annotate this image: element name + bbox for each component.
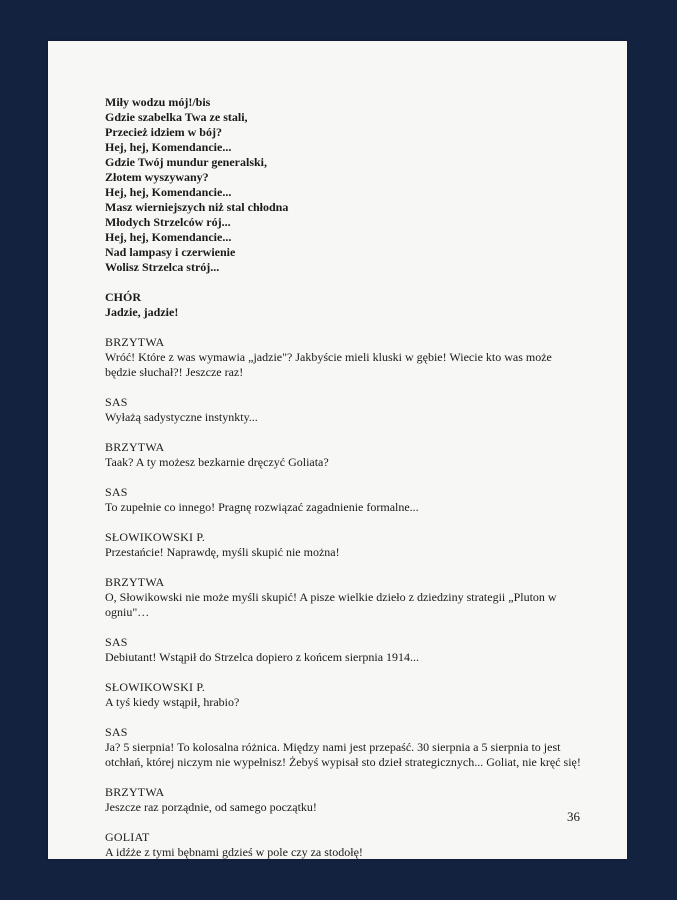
dialogue-text: Ja? 5 sierpnia! To kolosalna różnica. Między nami jest przepaść. 30 sierpnia a 5 sierpnia to jest otchłań, której niczym nie wypełnisz! Żebyś wypisał sto dzieł strategicznych... Goliat, nie kręć się! bbox=[105, 740, 581, 769]
verse-line: Hej, hej, Komendancie... bbox=[105, 230, 232, 244]
speaker-name: BRZYTWA bbox=[105, 575, 165, 589]
speaker-name: BRZYTWA bbox=[105, 785, 165, 799]
page-number: 36 bbox=[567, 809, 580, 824]
dialogue-block bbox=[105, 635, 585, 665]
chorus-block bbox=[105, 290, 585, 320]
chorus-speaker: CHÓR bbox=[105, 290, 141, 304]
verse-line: Nad lampasy i czerwienie bbox=[105, 245, 236, 259]
verse-line: Hej, hej, Komendancie... bbox=[105, 185, 232, 199]
speaker-name: BRZYTWA bbox=[105, 440, 165, 454]
dialogue-text: Wróć! Które z was wymawia „jadzie"? Jakbyście mieli kluski w gębie! Wiecie kto was może będzie słuchał?! Jeszcze raz! bbox=[105, 350, 552, 379]
dialogue-text: A tyś kiedy wstąpił, hrabio? bbox=[105, 695, 240, 709]
speaker-name: SAS bbox=[105, 725, 128, 739]
document-page bbox=[48, 41, 627, 859]
speaker-name: SAS bbox=[105, 635, 128, 649]
dialogue-text: Taak? A ty możesz bezkarnie dręczyć Goliata? bbox=[105, 455, 329, 469]
song-verse bbox=[105, 95, 585, 275]
page-content bbox=[105, 95, 585, 860]
dialogue-block bbox=[105, 485, 585, 515]
verse-line: Złotem wyszywany? bbox=[105, 170, 209, 184]
speaker-name: GOLIAT bbox=[105, 830, 150, 844]
speaker-name: SŁOWIKOWSKI P. bbox=[105, 680, 206, 694]
speaker-name: SAS bbox=[105, 485, 128, 499]
dialogue-block bbox=[105, 575, 585, 620]
dialogue-block bbox=[105, 530, 585, 560]
dialogue-text: A idźże z tymi bębnami gdzieś w pole czy za stodołę! bbox=[105, 845, 363, 859]
verse-line: Hej, hej, Komendancie... bbox=[105, 140, 232, 154]
dialogue-text: O, Słowikowski nie może myśli skupić! A pisze wielkie dzieło z dziedziny strategii „Pluton w ogniu"… bbox=[105, 590, 557, 619]
verse-line: Gdzie szabelka Twa ze stali, bbox=[105, 110, 248, 124]
dialogue-block bbox=[105, 830, 585, 860]
dialogue-block bbox=[105, 680, 585, 710]
chorus-line: Jadzie, jadzie! bbox=[105, 305, 179, 319]
verse-line: Miły wodzu mój!/bis bbox=[105, 95, 211, 109]
verse-line: Młodych Strzelców rój... bbox=[105, 215, 231, 229]
speaker-name: BRZYTWA bbox=[105, 335, 165, 349]
dialogue-block bbox=[105, 395, 585, 425]
dialogue-block bbox=[105, 725, 585, 770]
verse-line: Przecież idziem w bój? bbox=[105, 125, 222, 139]
dialogue-block bbox=[105, 440, 585, 470]
verse-line: Wolisz Strzelca strój... bbox=[105, 260, 220, 274]
dialogue-text: Jeszcze raz porządnie, od samego początku! bbox=[105, 800, 317, 814]
dialogue-text: Przestańcie! Naprawdę, myśli skupić nie można! bbox=[105, 545, 340, 559]
dialogue-block bbox=[105, 785, 585, 815]
dialogue-text: To zupełnie co innego! Pragnę rozwiązać zagadnienie formalne... bbox=[105, 500, 419, 514]
speaker-name: SŁOWIKOWSKI P. bbox=[105, 530, 206, 544]
verse-line: Gdzie Twój mundur generalski, bbox=[105, 155, 268, 169]
speaker-name: SAS bbox=[105, 395, 128, 409]
dialogue-text: Wyłażą sadystyczne instynkty... bbox=[105, 410, 258, 424]
dialogue-block bbox=[105, 335, 585, 380]
verse-line: Masz wierniejszych niż stal chłodna bbox=[105, 200, 289, 214]
dialogue-text: Debiutant! Wstąpił do Strzelca dopiero z końcem sierpnia 1914... bbox=[105, 650, 420, 664]
